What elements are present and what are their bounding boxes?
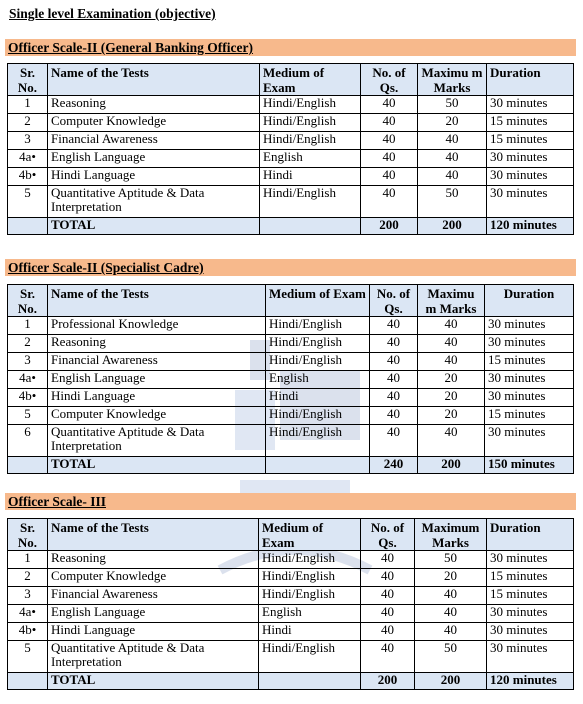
cell-duration: 30 minutes xyxy=(485,389,574,407)
total-marks: 200 xyxy=(415,673,487,690)
cell-marks: 40 xyxy=(415,587,487,605)
exam-table-scale-3 xyxy=(7,518,574,690)
cell-duration: 30 minutes xyxy=(485,425,574,457)
header-sr: Sr. No. xyxy=(8,285,48,317)
cell-medium-empty xyxy=(259,673,361,690)
header-marks: Maximu m Marks xyxy=(418,285,485,317)
header-marks: Maximum Marks xyxy=(415,519,487,551)
cell-marks: 50 xyxy=(418,186,487,218)
total-duration: 120 minutes xyxy=(487,673,574,690)
total-qs: 200 xyxy=(361,673,415,690)
cell-medium: Hindi xyxy=(260,168,361,186)
cell-sr-empty xyxy=(8,673,48,690)
cell-medium: Hindi/English xyxy=(259,551,361,569)
cell-sr: 1 xyxy=(8,96,48,114)
cell-medium: English xyxy=(259,605,361,623)
section-title-scale-3: Officer Scale- III xyxy=(5,493,576,510)
cell-name: Computer Knowledge xyxy=(48,569,259,587)
cell-sr: 5 xyxy=(8,407,48,425)
cell-sr: 3 xyxy=(8,353,48,371)
page-title: Single level Examination (objective) xyxy=(9,6,216,21)
table-row xyxy=(8,96,574,114)
cell-qs: 40 xyxy=(361,96,418,114)
cell-marks: 40 xyxy=(415,623,487,641)
table-row xyxy=(8,425,574,457)
cell-medium-empty xyxy=(266,457,370,474)
cell-name: Financial Awareness xyxy=(48,132,260,150)
cell-duration: 15 minutes xyxy=(487,569,574,587)
cell-marks: 50 xyxy=(418,96,487,114)
cell-marks: 50 xyxy=(415,551,487,569)
cell-marks: 40 xyxy=(418,353,485,371)
table-row xyxy=(8,407,574,425)
table-row xyxy=(8,335,574,353)
cell-sr: 6 xyxy=(8,425,48,457)
cell-sr: 4a• xyxy=(8,605,48,623)
cell-name: English Language xyxy=(48,605,259,623)
cell-qs: 40 xyxy=(361,587,415,605)
header-name: Name of the Tests xyxy=(48,519,259,551)
cell-duration: 15 minutes xyxy=(487,132,574,150)
total-qs: 200 xyxy=(361,218,418,235)
cell-duration: 30 minutes xyxy=(487,641,574,673)
header-duration: Duration xyxy=(487,519,574,551)
cell-qs: 40 xyxy=(361,569,415,587)
cell-sr-empty xyxy=(8,457,48,474)
header-name: Name of the Tests xyxy=(48,64,260,96)
table-row xyxy=(8,150,574,168)
cell-medium: Hindi/English xyxy=(266,407,370,425)
cell-marks: 40 xyxy=(418,335,485,353)
cell-sr: 1 xyxy=(8,551,48,569)
cell-qs: 40 xyxy=(370,425,418,457)
total-qs: 240 xyxy=(370,457,418,474)
cell-sr: 1 xyxy=(8,317,48,335)
header-duration: Duration xyxy=(485,285,574,317)
cell-medium: Hindi/English xyxy=(266,353,370,371)
cell-marks: 20 xyxy=(418,371,485,389)
cell-sr: 3 xyxy=(8,132,48,150)
table-row xyxy=(8,114,574,132)
cell-sr: 4b• xyxy=(8,389,48,407)
header-qs: No. of Qs. xyxy=(361,64,418,96)
cell-medium: Hindi/English xyxy=(260,96,361,114)
cell-name: English Language xyxy=(48,371,266,389)
cell-sr: 4b• xyxy=(8,168,48,186)
header-medium: Medium of Exam xyxy=(259,519,361,551)
cell-marks: 20 xyxy=(415,569,487,587)
table-row xyxy=(8,389,574,407)
table-row xyxy=(8,371,574,389)
cell-medium: Hindi/English xyxy=(259,587,361,605)
cell-duration: 30 minutes xyxy=(487,168,574,186)
cell-duration: 15 minutes xyxy=(485,407,574,425)
cell-sr: 5 xyxy=(8,641,48,673)
cell-medium: Hindi/English xyxy=(260,132,361,150)
cell-sr: 4a• xyxy=(8,371,48,389)
cell-qs: 40 xyxy=(361,132,418,150)
cell-marks: 40 xyxy=(418,150,487,168)
cell-qs: 40 xyxy=(361,186,418,218)
table-row xyxy=(8,551,574,569)
cell-marks: 20 xyxy=(418,389,485,407)
cell-marks: 40 xyxy=(418,425,485,457)
exam-table-gbo xyxy=(7,63,574,235)
cell-medium: English xyxy=(260,150,361,168)
table-row xyxy=(8,186,574,218)
cell-marks: 40 xyxy=(418,317,485,335)
cell-qs: 40 xyxy=(361,605,415,623)
header-sr: Sr. No. xyxy=(8,64,48,96)
cell-qs: 40 xyxy=(370,407,418,425)
cell-sr: 5 xyxy=(8,186,48,218)
cell-name: Hindi Language xyxy=(48,168,260,186)
cell-sr: 2 xyxy=(8,114,48,132)
table-row xyxy=(8,168,574,186)
total-row xyxy=(8,673,574,690)
total-label: TOTAL xyxy=(48,457,266,474)
cell-name: Quantitative Aptitude & Data Interpretation xyxy=(48,186,260,218)
cell-name: Hindi Language xyxy=(48,623,259,641)
total-duration: 150 minutes xyxy=(485,457,574,474)
cell-medium: Hindi/English xyxy=(266,317,370,335)
cell-qs: 40 xyxy=(370,353,418,371)
cell-medium: Hindi/English xyxy=(260,114,361,132)
cell-medium: Hindi/English xyxy=(259,641,361,673)
header-duration: Duration xyxy=(487,64,574,96)
cell-sr: 4a• xyxy=(8,150,48,168)
cell-sr-empty xyxy=(8,218,48,235)
total-marks: 200 xyxy=(418,218,487,235)
cell-duration: 30 minutes xyxy=(485,317,574,335)
header-sr: Sr. No. xyxy=(8,519,48,551)
cell-medium-empty xyxy=(260,218,361,235)
cell-duration: 15 minutes xyxy=(485,353,574,371)
cell-name: Professional Knowledge xyxy=(48,317,266,335)
cell-name: Reasoning xyxy=(48,551,259,569)
cell-name: Hindi Language xyxy=(48,389,266,407)
cell-qs: 40 xyxy=(370,335,418,353)
cell-medium: Hindi/English xyxy=(266,425,370,457)
header-medium: Medium of Exam xyxy=(266,285,370,317)
cell-sr: 2 xyxy=(8,569,48,587)
header-name: Name of the Tests xyxy=(48,285,266,317)
table-row xyxy=(8,132,574,150)
cell-name: English Language xyxy=(48,150,260,168)
cell-qs: 40 xyxy=(361,150,418,168)
cell-duration: 30 minutes xyxy=(487,623,574,641)
cell-marks: 40 xyxy=(415,605,487,623)
cell-duration: 30 minutes xyxy=(485,335,574,353)
cell-medium: Hindi/English xyxy=(266,335,370,353)
table-row xyxy=(8,587,574,605)
table-row xyxy=(8,641,574,673)
total-row xyxy=(8,457,574,474)
cell-name: Reasoning xyxy=(48,335,266,353)
cell-duration: 30 minutes xyxy=(487,186,574,218)
section-title-gbo: Officer Scale-II (General Banking Officer) xyxy=(5,39,576,56)
cell-marks: 40 xyxy=(418,132,487,150)
table-row xyxy=(8,623,574,641)
cell-duration: 30 minutes xyxy=(487,96,574,114)
table-row xyxy=(8,353,574,371)
total-label: TOTAL xyxy=(48,673,259,690)
cell-marks: 20 xyxy=(418,114,487,132)
cell-duration: 30 minutes xyxy=(487,605,574,623)
cell-sr: 3 xyxy=(8,587,48,605)
header-qs: No. of Qs. xyxy=(370,285,418,317)
cell-name: Quantitative Aptitude & Data Interpretation xyxy=(48,641,259,673)
cell-marks: 20 xyxy=(418,407,485,425)
total-label: TOTAL xyxy=(48,218,260,235)
cell-duration: 15 minutes xyxy=(487,114,574,132)
cell-name: Computer Knowledge xyxy=(48,114,260,132)
cell-medium: English xyxy=(266,371,370,389)
cell-duration: 30 minutes xyxy=(487,551,574,569)
cell-marks: 50 xyxy=(415,641,487,673)
cell-qs: 40 xyxy=(361,551,415,569)
cell-name: Reasoning xyxy=(48,96,260,114)
cell-qs: 40 xyxy=(361,114,418,132)
cell-name: Financial Awareness xyxy=(48,587,259,605)
table-row xyxy=(8,317,574,335)
header-marks: Maximu m Marks xyxy=(418,64,487,96)
cell-duration: 30 minutes xyxy=(485,371,574,389)
cell-sr: 4b• xyxy=(8,623,48,641)
section-title-specialist: Officer Scale-II (Specialist Cadre) xyxy=(5,259,576,276)
total-marks: 200 xyxy=(418,457,485,474)
cell-duration: 30 minutes xyxy=(487,150,574,168)
header-medium: Medium of Exam xyxy=(260,64,361,96)
table-row xyxy=(8,569,574,587)
cell-name: Financial Awareness xyxy=(48,353,266,371)
cell-name: Computer Knowledge xyxy=(48,407,266,425)
cell-qs: 40 xyxy=(370,317,418,335)
cell-sr: 2 xyxy=(8,335,48,353)
cell-medium: Hindi xyxy=(266,389,370,407)
cell-medium: Hindi xyxy=(259,623,361,641)
cell-qs: 40 xyxy=(370,389,418,407)
table-row xyxy=(8,605,574,623)
exam-table-specialist xyxy=(7,284,574,474)
cell-qs: 40 xyxy=(361,168,418,186)
cell-medium: Hindi/English xyxy=(259,569,361,587)
cell-name: Quantitative Aptitude & Data Interpretation xyxy=(48,425,266,457)
header-qs: No. of Qs. xyxy=(361,519,415,551)
total-row xyxy=(8,218,574,235)
cell-qs: 40 xyxy=(370,371,418,389)
cell-marks: 40 xyxy=(418,168,487,186)
cell-duration: 15 minutes xyxy=(487,587,574,605)
cell-medium: Hindi/English xyxy=(260,186,361,218)
total-duration: 120 minutes xyxy=(487,218,574,235)
cell-qs: 40 xyxy=(361,641,415,673)
cell-qs: 40 xyxy=(361,623,415,641)
